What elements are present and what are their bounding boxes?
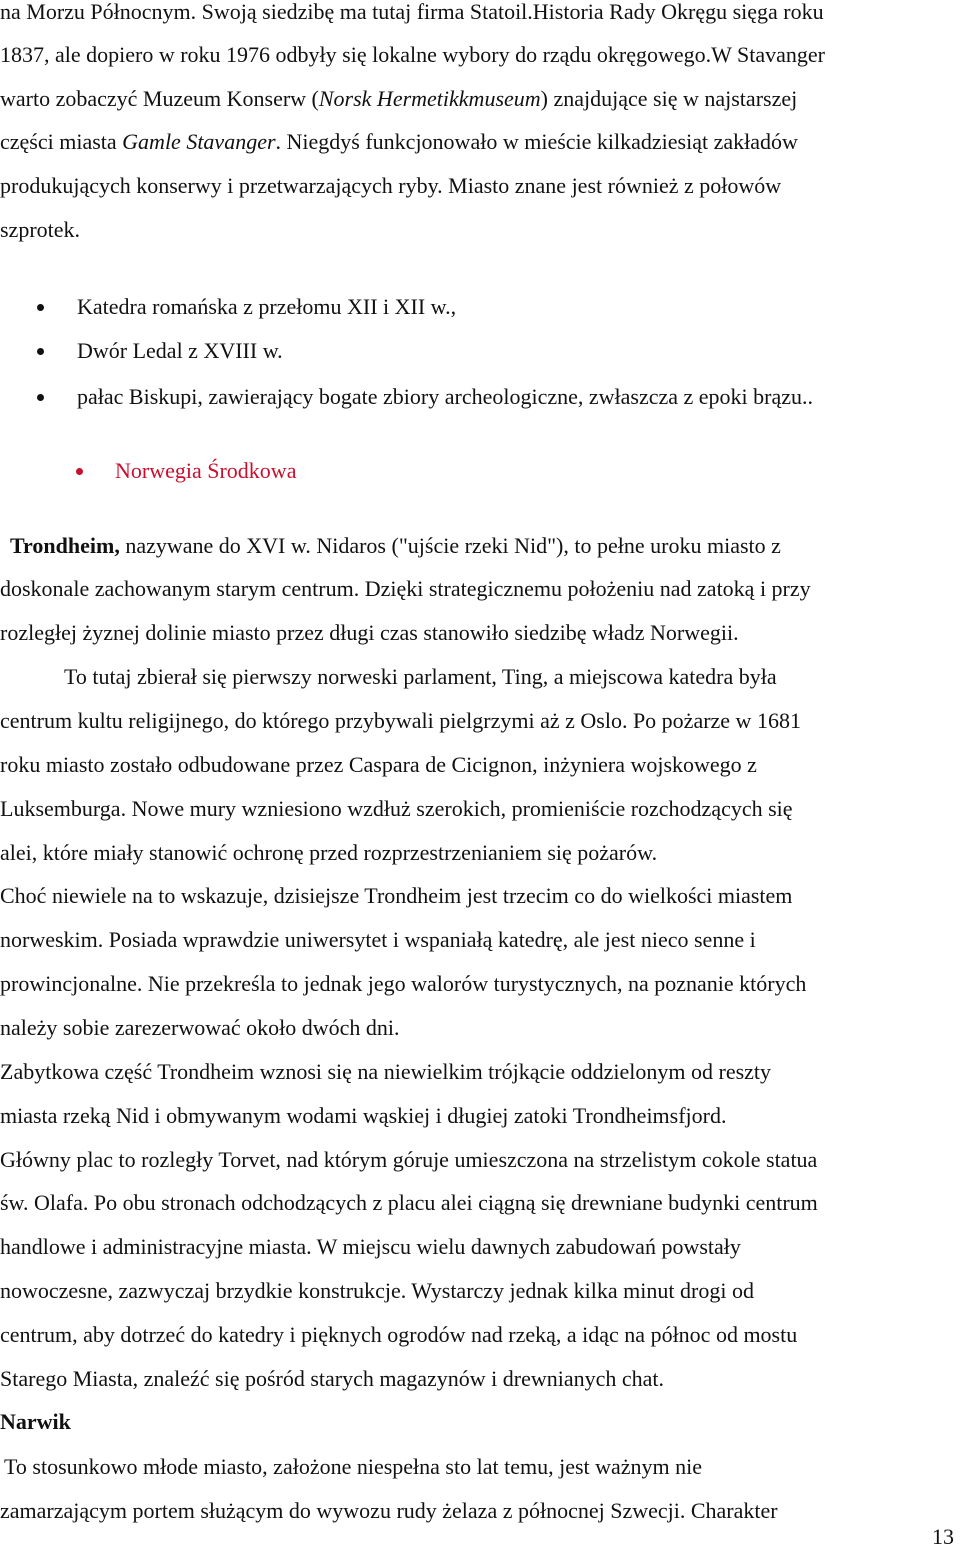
bullet-icon bbox=[37, 348, 44, 355]
trondheim-line-9: Choć niewiele na to wskazuje, dzisiejsze Trondheim jest trzecim co do wielkości miastem bbox=[0, 883, 793, 908]
stavanger-line-6: szprotek. bbox=[0, 217, 81, 242]
trondheim-line-10: norweskim. Posiada wprawdzie uniwersytet i wspaniałą katedrę, ale jest nieco senne i bbox=[0, 927, 756, 952]
section-heading bbox=[0, 458, 960, 484]
trondheim-line-12: należy sobie zarezerwować około dwóch dni. bbox=[0, 1015, 400, 1040]
trondheim-line-2: doskonale zachowanym starym centrum. Dzięki strategicznemu położeniu nad zatoką i przy bbox=[0, 576, 811, 601]
narwik-line-1: To stosunkowo młode miasto, założone niespełna sto lat temu, jest ważnym nie bbox=[4, 1454, 703, 1479]
district-name-italic: Gamle Stavanger bbox=[122, 129, 276, 154]
trondheim-line-5: centrum kultu religijnego, do którego przybywali pielgrzymi aż z Oslo. Po pożarze w 1681 bbox=[0, 708, 801, 733]
list-item-text: pałac Biskupi, zawierający bogate zbiory archeologiczne, zwłaszcza z epoki brązu.. bbox=[77, 384, 814, 409]
stavanger-line-3 bbox=[0, 86, 797, 112]
trondheim-line-7: Luksemburga. Nowe mury wzniesiono wzdłuż szerokich, promieniście rozchodzących się bbox=[0, 796, 793, 821]
list-item-text: Katedra romańska z przełomu XII i XII w., bbox=[77, 294, 457, 319]
bullet-icon bbox=[76, 468, 83, 475]
list-item-text: Dwór Ledal z XVIII w. bbox=[77, 338, 283, 363]
trondheim-line-18: nowoczesne, zazwyczaj brzydkie konstrukcje. Wystarczy jednak kilka minut drogi od bbox=[0, 1278, 754, 1303]
narwik-line-2: zamarzającym portem służącym do wywozu rudy żelaza z północnej Szwecji. Charakter bbox=[0, 1498, 778, 1523]
trondheim-line-11: prowincjonalne. Nie przekreśla to jednak jego walorów turystycznych, na poznanie których bbox=[0, 971, 807, 996]
trondheim-line-6: roku miasto zostało odbudowane przez Caspara de Cicignon, inżyniera wojskowego z bbox=[0, 752, 757, 777]
stavanger-line-4 bbox=[0, 129, 798, 155]
text-run: ) znajdujące się w najstarszej bbox=[540, 86, 798, 111]
text-run: nazywane do XVI w. Nidaros ("ujście rzeki Nid"), to pełne uroku miasto z bbox=[119, 533, 781, 558]
trondheim-name-bold: Trondheim, bbox=[10, 533, 120, 558]
trondheim-line-17: handlowe i administracyjne miasta. W miejscu wielu dawnych zabudowań powstały bbox=[0, 1234, 741, 1259]
trondheim-line-16: św. Olafa. Po obu stronach odchodzących z placu alei ciągną się drewniane budynki centrum bbox=[0, 1190, 818, 1215]
list-item bbox=[0, 338, 960, 364]
text-run: części miasta bbox=[0, 129, 123, 154]
trondheim-line-20: Starego Miasta, znaleźć się pośród starych magazynów i drewnianych chat. bbox=[0, 1366, 665, 1391]
list-item bbox=[0, 384, 960, 410]
stavanger-line-5: produkujących konserwy i przetwarzających ryby. Miasto znane jest również z połowów bbox=[0, 173, 782, 198]
trondheim-line-15: Główny plac to rozległy Torvet, nad którym góruje umieszczona na strzelistym cokole statua bbox=[0, 1147, 818, 1172]
trondheim-line-8: alei, które miały stanowić ochronę przed rozprzestrzenianiem się pożarów. bbox=[0, 840, 658, 865]
stavanger-line-1: na Morzu Północnym. Swoją siedzibę ma tutaj firma Statoil.Historia Rady Okręgu sięga roku bbox=[0, 0, 824, 24]
stavanger-line-2: 1837, ale dopiero w roku 1976 odbyły się lokalne wybory do rządu okręgowego.W Stavanger bbox=[0, 42, 826, 67]
list-item bbox=[0, 294, 960, 320]
bullet-icon bbox=[37, 304, 44, 311]
trondheim-line-1 bbox=[10, 533, 781, 559]
narwik-heading: Narwik bbox=[0, 1409, 71, 1434]
trondheim-line-14: miasta rzeką Nid i obmywanym wodami wąskiej i długiej zatoki Trondheimsfjord. bbox=[0, 1103, 727, 1128]
page-number: 13 bbox=[932, 1524, 954, 1549]
text-run: . Niegdyś funkcjonowało w mieście kilkadziesiąt zakładów bbox=[275, 129, 798, 154]
trondheim-line-3: rozległej żyznej dolinie miasto przez długi czas stanowiło siedzibę władz Norwegii. bbox=[0, 620, 739, 645]
trondheim-line-13: Zabytkowa część Trondheim wznosi się na niewielkim trójkącie oddzielonym od reszty bbox=[0, 1059, 772, 1084]
section-heading-text: Norwegia Środkowa bbox=[115, 458, 297, 483]
bullet-icon bbox=[37, 394, 44, 401]
trondheim-line-19: centrum, aby dotrzeć do katedry i pięknych ogrodów nad rzeką, a idąc na północ od mostu bbox=[0, 1322, 798, 1347]
museum-name-italic: Norsk Hermetikkmuseum bbox=[318, 86, 541, 111]
text-run: warto zobaczyć Muzeum Konserw ( bbox=[0, 86, 319, 111]
trondheim-line-4: To tutaj zbierał się pierwszy norweski parlament, Ting, a miejscowa katedra była bbox=[64, 664, 777, 689]
